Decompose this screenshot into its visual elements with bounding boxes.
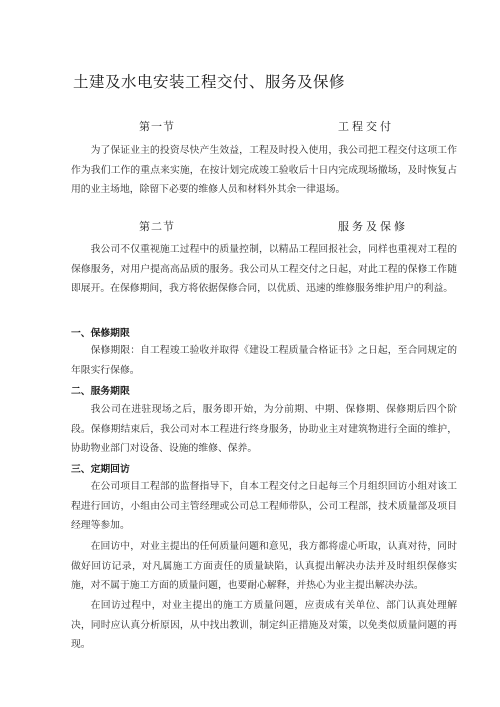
section-2-intro: 我公司不仅重视施工过程中的质量控制，以精品工程回报社会，同样也重视对工程的保修服务，对用户提高高品质的服务。我公司从工程交付之日起，对此工程的保修工作随即展开。在保修期间，我方将依据保修合同，以优质、迅速的维修服务维护用户的利益。	[71, 244, 457, 295]
item-3-heading: 三、定期回访	[71, 464, 130, 475]
item-1-heading: 一、保修期限	[71, 328, 130, 339]
item-3-paragraph-2: 在回访中，对业主提出的任何质量问题和意见，我方都将虚心听取，认真对待，同时做好回访记录，对凡属施工方面责任的质量缺陷，认真提出解决办法并及时组织保修实施，对不属于施工方面的质量问题，也要耐心解释，并热心为业主提出解决办法。	[71, 541, 457, 592]
section-2-heading	[0, 218, 500, 236]
item-2-heading: 二、服务期限	[71, 386, 130, 397]
item-3-paragraph-1: 在公司项目工程部的监督指导下，自本工程交付之日起每三个月组织回访小组对该工程进行回访，小组由公司主管经理或公司总工程师带队，公司工程部，技术质量部及项目经理等参加。	[71, 481, 457, 532]
section-1-number: 第一节	[139, 120, 175, 133]
section-1-paragraph: 为了保证业主的投资尽快产生效益，工程及时投入使用，我公司把工程交付这项工作作为我们工作的重点来实施，在按计划完成竣工验收后十日内完成现场撤场，及时恢复占用的业主场地，除留下必要的维修人员和材料外其余一律退场。	[71, 145, 457, 196]
item-1-paragraph: 保修期限：自工程竣工验收并取得《建设工程质量合格证书》之日起，至合同规定的年限实行保修。	[71, 345, 457, 376]
section-1-name: 工程交付	[338, 120, 394, 133]
item-2-paragraph: 我公司在进驻现场之后，服务即开始，为分前期、中期、保修期、保修期后四个阶段。保修期结束后，我公司对本工程进行终身服务，协助业主对建筑物进行全面的维护，协助物业部门对设备、设施的维修、保养。	[71, 404, 457, 455]
item-3-paragraph-3: 在回访过程中，对业主提出的施工方质量问题，应责成有关单位、部门认真处理解决，同时应认真分析原因，从中找出教训，制定纠正措施及对策，以免类似质量问题的再现。	[71, 600, 457, 651]
page-title: 土建及水电安装工程交付、服务及保修	[73, 73, 346, 91]
section-2-number: 第二节	[139, 220, 175, 233]
section-2-name: 服务及保修	[338, 220, 408, 233]
section-1-heading	[0, 118, 500, 136]
